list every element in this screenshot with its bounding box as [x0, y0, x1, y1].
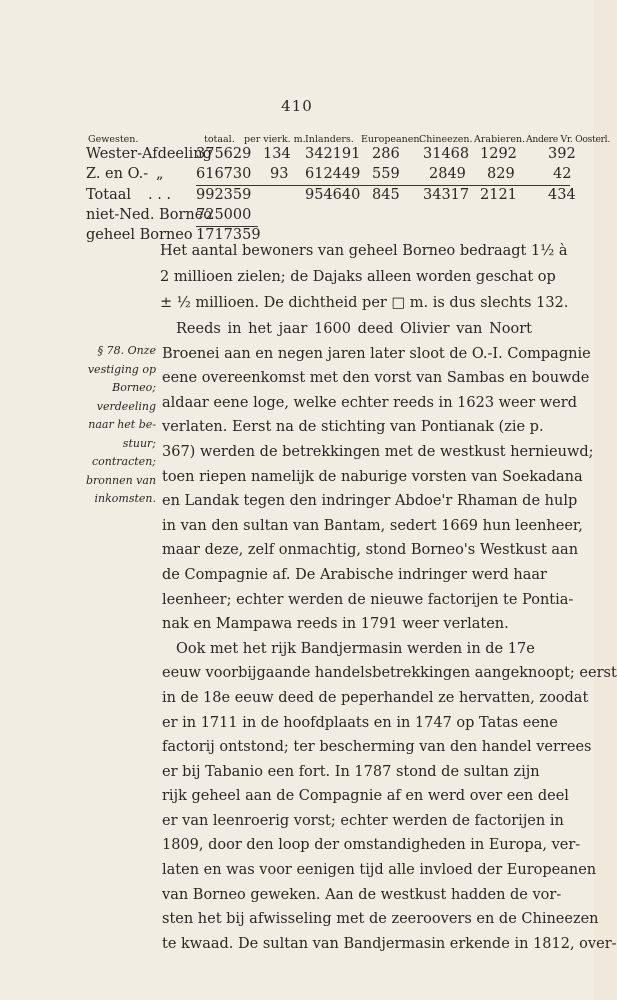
cell-andere: 42: [553, 166, 572, 182]
cell-arabieren: 829: [487, 166, 515, 182]
body-line: er van leenroerig vorst; echter werden de factorijen in: [162, 812, 564, 829]
body-line: verlaten. Eerst na de stichting van Pontianak (zie p.: [162, 419, 544, 436]
body-line: Broenei aan en negen jaren later sloot de O.-I. Compagnie: [162, 345, 591, 362]
cell-andere: 392: [548, 146, 576, 162]
body-line: 367) werden de betrekkingen met de westkust hernieuwd;: [162, 443, 594, 460]
ditto-mark: „: [156, 166, 164, 182]
extra-value: 725000: [196, 207, 252, 223]
summary-line: ± ½ millioen. De dichtheid per □ m. is dus slechts 132.: [160, 295, 569, 311]
margin-note-line: § 78. Onze: [97, 344, 156, 357]
margin-note-line: stuur;: [122, 436, 156, 450]
body-line: eeuw voorbijgaande handelsbetrekkingen aangeknoopt; eerst: [162, 665, 617, 682]
extra-value: 1717359: [196, 227, 261, 243]
body-line: sten het bij afwisseling met de zeeroovers en de Chineezen: [162, 911, 599, 928]
cell-europeanen: 286: [372, 146, 400, 162]
extra-label: geheel Borneo: [86, 227, 193, 243]
header-totaal: totaal.: [204, 134, 235, 145]
body-line: Ook met het rijk Bandjermasin werden in de 17e: [176, 640, 535, 657]
header-inlanders: Inlanders.: [305, 134, 354, 145]
cell-arabieren: 1292: [480, 146, 517, 162]
cell-europeanen: 559: [372, 166, 400, 182]
body-line: er bij Tabanio een fort. In 1787 stond de sultan zijn: [162, 763, 540, 780]
body-line: leenheer; echter werden de nieuwe factorijen te Pontia-: [162, 591, 574, 608]
margin-note-line: inkomsten.: [94, 492, 156, 505]
cell-totaal: 616730: [196, 166, 252, 182]
row-region: Wester-Afdeeling: [86, 146, 212, 162]
body-line: laten en was voor eenigen tijd alle invloed der Europeanen: [162, 862, 597, 879]
body-line: 1809, door den loop der omstandigheden in Europa, ver-: [162, 837, 581, 854]
leader-dots: . . .: [148, 187, 172, 203]
header-arabieren: Arabieren.: [474, 134, 526, 145]
body-line: er in 1711 in de hoofdplaats en in 1747 op Tatas eene: [162, 714, 558, 731]
body-line: in de 18e eeuw deed de peperhandel ze hervatten, zoodat: [162, 689, 589, 706]
summary-paragraph: [160, 238, 569, 316]
cell-totaal: 375629: [196, 146, 252, 162]
margin-note-line: verdeeling: [96, 399, 156, 413]
cell-per-vierk: 93: [270, 166, 289, 182]
cell-arabieren: 2121: [480, 187, 517, 203]
header-gewesten: Gewesten.: [88, 134, 139, 145]
cell-totaal: 992359: [196, 187, 252, 203]
body-line: de Compagnie af. De Arabische indringer werd haar: [162, 566, 547, 583]
cell-inlanders: 342191: [305, 146, 361, 162]
body-line: te kwaad. De sultan van Bandjermasin erkende in 1812, over-: [162, 935, 617, 952]
page-number: 410: [281, 97, 313, 115]
margin-note-line: bronnen van: [86, 473, 157, 487]
header-andere: Andere Vr. Oosterl.: [526, 134, 610, 145]
header-europeanen: Europeanen.: [361, 134, 423, 145]
table-sum-rule: [196, 185, 570, 186]
cell-inlanders: 612449: [305, 166, 361, 182]
population-table: [0, 0, 610, 260]
cell-europeanen: 845: [372, 187, 400, 203]
summary-line: Het aantal bewoners van geheel Borneo bedraagt 1½ à: [160, 243, 568, 259]
margin-note-line: vestiging op: [87, 362, 156, 376]
body-line: en Landak tegen den indringer Abdoe'r Rhaman de hulp: [162, 493, 578, 510]
summary-line: 2 millioen zielen; de Dajaks alleen worden geschat op: [160, 269, 556, 285]
margin-note-line: naar het be-: [88, 418, 156, 431]
body-text: [162, 317, 617, 956]
body-line: Reeds in het jaar 1600 deed Olivier van Noort: [176, 321, 532, 337]
body-line: rijk geheel aan de Compagnie af en werd over een deel: [162, 788, 569, 805]
body-line: toen riepen namelijk de naburige vorsten van Soekadana: [162, 468, 583, 485]
extra-label: niet-Ned. Borneo: [86, 207, 213, 223]
body-line: nak en Mampawa reeds in 1791 weer verlaten.: [162, 616, 509, 633]
row-region: Z. en O.-: [86, 166, 149, 182]
cell-inlanders: 954640: [305, 187, 361, 203]
cell-andere: 434: [548, 187, 576, 203]
cell-chineezen: 31468: [423, 146, 470, 162]
body-line: factorij ontstond; ter bescherming van den handel verrees: [162, 739, 592, 756]
cell-per-vierk: 134: [263, 146, 291, 162]
body-line: van Borneo geweken. Aan de westkust hadden de vor-: [162, 886, 562, 903]
body-line: aldaar eene loge, welke echter reeds in 1623 weer werd: [162, 394, 577, 411]
cell-chineezen: 2849: [429, 166, 466, 182]
header-chineezen: Chineezen.: [419, 134, 473, 145]
body-line: in van den sultan van Bantam, sedert 1669 hun leenheer,: [162, 517, 583, 534]
header-per-vierk: per vierk. m.: [244, 134, 306, 145]
margin-note: [86, 342, 156, 509]
margin-note-line: Borneo;: [112, 381, 156, 394]
body-line: maar deze, zelf onmachtig, stond Borneo's Westkust aan: [162, 542, 579, 559]
row-region: Totaal: [86, 187, 132, 203]
margin-note-line: contracten;: [92, 455, 156, 468]
cell-chineezen: 34317: [423, 187, 470, 203]
body-line: eene overeenkomst met den vorst van Sambas en bouwde: [162, 370, 590, 387]
